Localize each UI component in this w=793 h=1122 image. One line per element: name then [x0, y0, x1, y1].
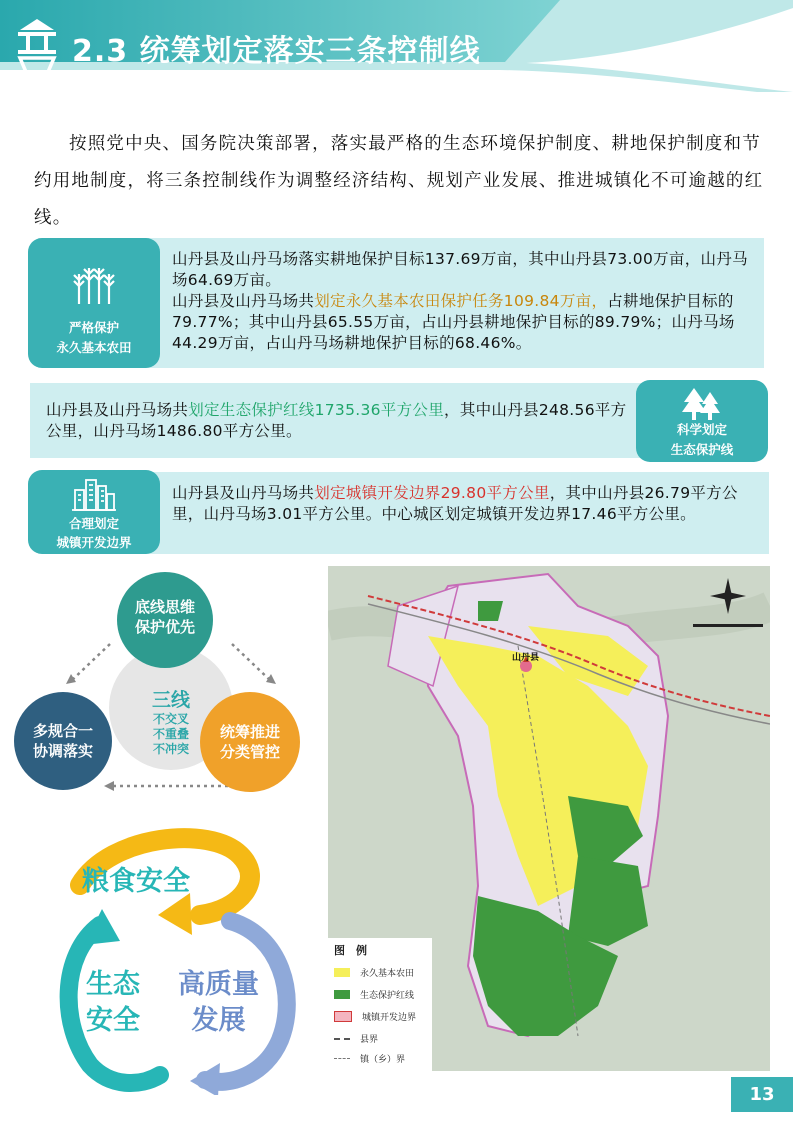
- food-security-label: 粮食安全: [82, 866, 190, 897]
- eco-security-label: [86, 967, 140, 1039]
- farmland-p1: 山丹县及山丹马场落实耕地保护目标137.69万亩，其中山丹县73.00万亩，山丹马场64.69万亩。: [172, 250, 748, 289]
- ecology-badge: [636, 380, 768, 462]
- three-lines-diagram: [14, 572, 324, 804]
- eco-swatch: [334, 990, 350, 999]
- legend-item-farmland: [334, 966, 414, 979]
- wheat-icon: [69, 260, 119, 306]
- farmland-highlight: 划定永久基本农田保护任务109.84万亩，: [314, 292, 608, 310]
- urban-text: [172, 483, 762, 525]
- multi-plan-circle: [14, 692, 112, 790]
- farmland-badge-line1: 严格保护: [68, 320, 119, 335]
- security-cycle: [40, 825, 310, 1095]
- dev-line2: 发展: [191, 1005, 246, 1036]
- city-buildings-icon: [71, 476, 117, 512]
- farmland-swatch: [334, 968, 350, 977]
- ecology-highlight: 划定生态保护红线1735.36平方公里: [188, 401, 445, 419]
- ecology-pre: 山丹县及山丹马场共: [46, 401, 189, 419]
- left-circle-line1: 多规合一: [32, 722, 93, 740]
- legend-label-eco: 生态保护红线: [360, 991, 415, 1001]
- left-circle-line2: 协调落实: [32, 742, 93, 760]
- eco-line1: 生态: [86, 969, 140, 1000]
- building-logo-icon: [14, 16, 60, 76]
- legend-title: 图 例: [334, 944, 367, 957]
- header-banner: [0, 0, 793, 92]
- urban-pre: 山丹县及山丹马场共: [172, 484, 315, 502]
- center-line2: 不重叠: [152, 727, 189, 741]
- map-legend: [328, 938, 432, 1071]
- page-number: 13: [731, 1077, 793, 1112]
- urban-badge-line1: 合理划定: [68, 516, 119, 531]
- urban-swatch: [334, 1011, 352, 1022]
- ecology-post: ，其中山丹县248.56平方公里，山丹马场1486.80平方公里。: [46, 401, 627, 440]
- legend-label-county: 县界: [360, 1035, 379, 1045]
- urban-badge: [28, 470, 160, 554]
- ecology-text: [46, 400, 632, 442]
- legend-label-town: 镇（乡）界: [360, 1055, 406, 1065]
- county-line-swatch: [334, 1038, 350, 1040]
- center-line3: 不冲突: [152, 742, 189, 756]
- right-circle-line2: 分类管控: [219, 743, 280, 761]
- farmland-badge: [28, 238, 160, 368]
- urban-badge-line2: 城镇开发边界: [56, 535, 132, 550]
- trees-icon: [680, 386, 724, 422]
- high-quality-dev-label: [178, 967, 259, 1039]
- legend-item-county: [334, 1032, 378, 1045]
- ecology-badge-line1: 科学划定: [676, 422, 727, 437]
- county-seat-label: 山丹县: [512, 653, 540, 663]
- legend-item-town: [334, 1052, 405, 1065]
- farmland-p2-pre: 山丹县及山丹马场共: [172, 292, 315, 310]
- bottom-line-circle: [117, 572, 213, 668]
- center-title: 三线: [151, 689, 190, 711]
- farmland-p2-post: 占耕地保护目标的79.77%；其中山丹县65.55万亩，占山丹县耕地保护目标的89.79%；山丹马场44.29万亩，占山丹马场耕地保护目标的68.46%。: [172, 292, 735, 352]
- top-circle-line2: 保护优先: [134, 618, 195, 636]
- legend-label-urban: 城镇开发边界: [362, 1013, 417, 1023]
- center-label: [126, 688, 216, 757]
- legend-label-farmland: 永久基本农田: [360, 969, 415, 979]
- top-circle-line1: 底线思维: [134, 598, 195, 616]
- eco-line2: 安全: [86, 1005, 140, 1036]
- logo-mark: [14, 16, 60, 76]
- legend-item-urban: [334, 1010, 416, 1023]
- farmland-p2: [172, 291, 756, 354]
- right-circle-line1: 统筹推进: [219, 723, 280, 741]
- urban-highlight: 划定城镇开发边界29.80平方公里: [314, 484, 550, 502]
- farmland-badge-line2: 永久基本农田: [56, 340, 132, 355]
- center-line1: 不交叉: [152, 712, 189, 726]
- intro-paragraph: 按照党中央、国务院决策部署，落实最严格的生态环境保护制度、耕地保护制度和节约用地制度，将三条控制线作为调整经济结构、规划产业发展、推进城镇化不可逾越的红线。: [34, 134, 764, 228]
- legend-item-eco: [334, 988, 414, 1001]
- page-title: 2.3 统筹划定落实三条控制线: [72, 34, 481, 69]
- urban-post: ，其中山丹县26.79平方公里，山丹马场3.01平方公里。中心城区划定城镇开发边界17.46平方公里。: [172, 484, 738, 523]
- ecology-badge-line2: 生态保护线: [670, 442, 734, 457]
- farmland-text: [172, 249, 756, 354]
- control-lines-map: [328, 566, 770, 1071]
- town-line-swatch: [334, 1058, 350, 1059]
- dev-line1: 高质量: [178, 969, 259, 1000]
